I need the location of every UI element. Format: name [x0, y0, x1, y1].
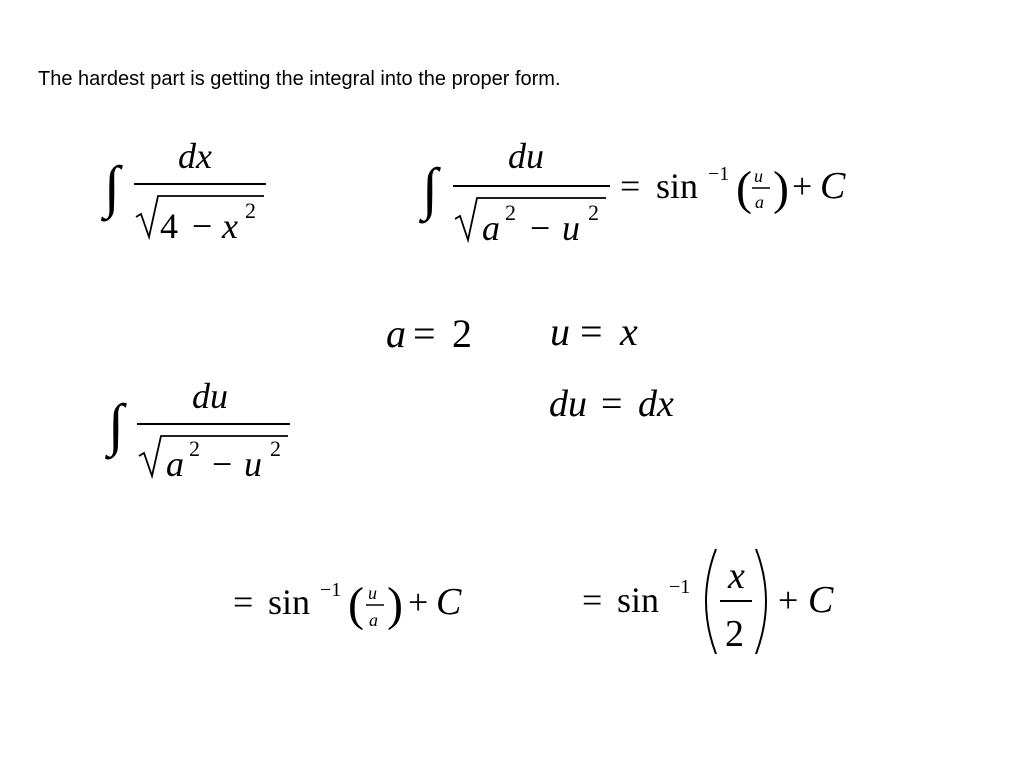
right-parenthesis: ): [773, 162, 789, 215]
minus-sign: −: [192, 206, 213, 246]
fraction-denominator: 2: [725, 613, 744, 655]
minus-sign: −: [530, 208, 551, 248]
radicand-a: a: [166, 444, 184, 484]
substitution-du-equals-dx: [549, 383, 674, 425]
integral-sign: ∫: [422, 156, 438, 221]
small-fraction-numerator: u: [754, 166, 763, 186]
value-2: 2: [452, 311, 472, 356]
left-parenthesis-large: [706, 549, 716, 654]
right-parenthesis-large: [756, 549, 766, 654]
differential-du: du: [549, 383, 587, 425]
radicand-constant: 4: [160, 206, 178, 246]
radicand-a: a: [482, 208, 500, 248]
radicand-u-exponent: 2: [588, 200, 599, 225]
radicand-u: u: [244, 444, 262, 484]
fraction-numerator: x: [728, 555, 745, 597]
integral-du-over-sqrt-a-squared-minus-u-squared: [104, 376, 290, 484]
equals-sign: =: [582, 580, 603, 620]
radicand-u-exponent: 2: [270, 436, 281, 461]
function-name: sin: [268, 582, 311, 622]
function-exponent: −1: [320, 579, 342, 601]
fraction-numerator: dx: [178, 136, 212, 176]
equals-sign: =: [620, 166, 641, 206]
plus-sign: +: [778, 580, 799, 620]
slide-heading: The hardest part is getting the integral into the proper form.: [38, 68, 561, 90]
constant-of-integration: C: [436, 581, 462, 623]
minus-sign: −: [212, 444, 233, 484]
result-sin-inverse-u-over-a: [233, 578, 462, 631]
equals-sign: =: [580, 309, 603, 354]
integral-sign: ∫: [104, 154, 120, 219]
substitution-u-equals-x: [550, 309, 638, 354]
substitution-a-equals-2: [386, 311, 472, 356]
integral-sign: ∫: [108, 392, 124, 457]
equals-sign: =: [601, 383, 623, 425]
radicand-u: u: [562, 208, 580, 248]
function-exponent: −1: [708, 163, 730, 185]
radicand-a-exponent: 2: [189, 436, 200, 461]
equals-sign: =: [233, 582, 254, 622]
small-fraction-denominator: a: [755, 192, 764, 212]
function-name: sin: [617, 580, 660, 620]
radicand-variable: x: [222, 206, 238, 246]
constant-of-integration: C: [820, 165, 846, 207]
plus-sign: +: [408, 582, 429, 622]
result-sin-inverse-x-over-2: [582, 549, 834, 655]
function-exponent: −1: [669, 576, 691, 598]
radicand-exponent: 2: [245, 198, 256, 223]
variable-u: u: [550, 309, 570, 354]
fraction-numerator: du: [508, 136, 544, 176]
value-x: x: [620, 309, 638, 354]
fraction-numerator: du: [192, 376, 228, 416]
left-parenthesis: (: [348, 578, 364, 631]
equals-sign: =: [413, 311, 436, 356]
radicand-a-exponent: 2: [505, 200, 516, 225]
variable-a: a: [386, 311, 406, 356]
small-fraction-numerator: u: [368, 583, 377, 603]
plus-sign: +: [792, 166, 813, 206]
small-fraction-denominator: a: [369, 610, 378, 630]
right-parenthesis: ): [387, 578, 403, 631]
constant-of-integration: C: [808, 579, 834, 621]
left-parenthesis: (: [736, 162, 752, 215]
integral-dx-over-sqrt-4-minus-x-squared: [100, 136, 266, 246]
standard-integral-formula: [418, 136, 846, 248]
differential-dx: dx: [638, 383, 674, 425]
function-name: sin: [656, 166, 699, 206]
